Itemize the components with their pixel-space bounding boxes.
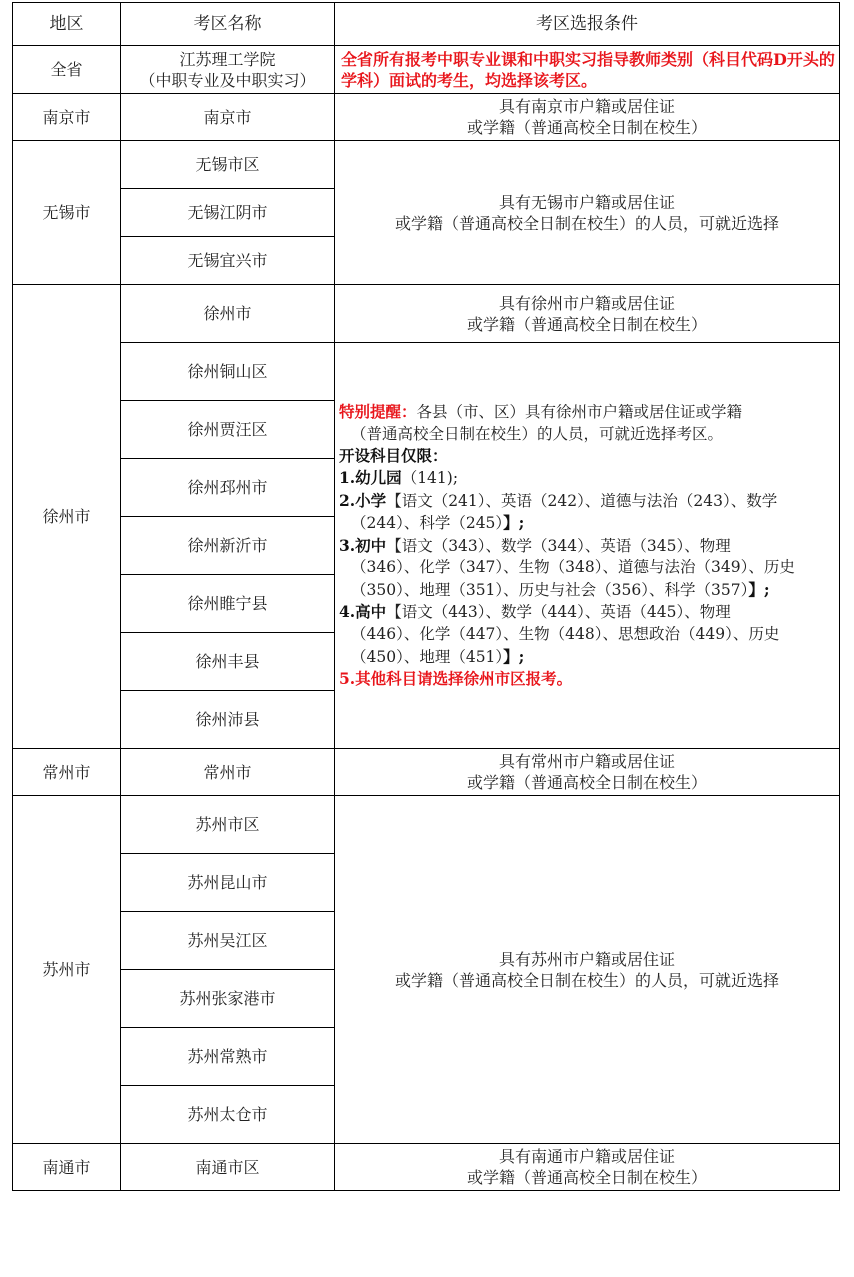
- district-cell: 南通市区: [121, 1144, 335, 1191]
- district-cell: 常州市: [121, 749, 335, 796]
- item-end: 】;: [748, 579, 770, 599]
- subject-item-kindergarten: [339, 467, 833, 490]
- table-row: [13, 749, 840, 796]
- item-end: 】;: [503, 513, 525, 533]
- reminder-label: 特别提醒：: [339, 402, 417, 422]
- subject-item-other: 5.其他科目请选择徐州市区报考。: [339, 669, 573, 689]
- subject-item-junior: [339, 535, 833, 558]
- condition-line: 具有徐州市户籍或居住证: [498, 293, 675, 313]
- item-label: 2.小学: [339, 490, 387, 510]
- item-end: 】;: [503, 646, 525, 666]
- item-label: 4.高中: [339, 602, 387, 622]
- table-row: [13, 46, 840, 94]
- item-text: （350）、地理（351）、历史与社会（356）、科学（357）: [351, 580, 749, 599]
- table-row: [13, 343, 840, 401]
- condition-line: 或学籍（普通高校全日制在校生）: [466, 314, 707, 334]
- condition-cell: [335, 796, 840, 1144]
- district-cell: 徐州丰县: [121, 633, 335, 691]
- region-cell: 无锡市: [13, 141, 121, 285]
- table-row: [13, 285, 840, 343]
- header-district: 考区名称: [121, 3, 335, 46]
- header-region: 地区: [13, 3, 121, 46]
- condition-line: 或学籍（普通高校全日制在校生）: [466, 1168, 707, 1187]
- reminder-text: 各县（市、区）具有徐州市户籍或居住证或学籍: [416, 403, 743, 422]
- district-cell: 苏州昆山市: [121, 854, 335, 912]
- district-cell: 苏州太仓市: [121, 1086, 335, 1144]
- table-header-row: [13, 3, 840, 46]
- district-cell: [121, 46, 335, 94]
- table-row: [13, 796, 840, 854]
- district-cell: 徐州邳州市: [121, 459, 335, 517]
- item-text: （141);: [401, 468, 459, 487]
- special-reminder: [339, 401, 833, 424]
- subject-item-primary-cont: [339, 512, 833, 535]
- subject-item-senior-cont: [339, 646, 833, 669]
- condition-cell: [335, 94, 840, 141]
- item-text: （244）、科学（245）: [351, 514, 504, 533]
- xuzhou-note-cell: [335, 343, 840, 749]
- district-cell: 徐州贾汪区: [121, 401, 335, 459]
- condition-cell: [335, 285, 840, 343]
- district-cell: 徐州沛县: [121, 691, 335, 749]
- region-cell: 南通市: [13, 1144, 121, 1191]
- table-row: [13, 141, 840, 189]
- item-text: 【语文（443）、数学（444）、英语（445）、物理: [386, 603, 731, 622]
- item-label: 3.初中: [339, 535, 387, 555]
- subject-item-primary: [339, 490, 833, 513]
- district-cell: 苏州市区: [121, 796, 335, 854]
- item-label: 1.幼儿园: [339, 467, 402, 487]
- table-row: [13, 94, 840, 141]
- district-name: 江苏理工学院: [179, 49, 276, 69]
- header-conditions: 考区选报条件: [335, 3, 840, 46]
- item-text: （450）、地理（451）: [351, 647, 504, 666]
- condition-cell: [335, 749, 840, 796]
- region-cell: 全省: [13, 46, 121, 94]
- condition-line: 或学籍（普通高校全日制在校生）: [466, 118, 707, 137]
- region-cell: 徐州市: [13, 285, 121, 749]
- subject-item-junior-cont: （346）、化学（347）、生物（348）、道德与法治（349）、历史: [351, 558, 795, 577]
- subject-item-senior-cont: （446）、化学（447）、生物（448）、思想政治（449）、历史: [351, 625, 780, 644]
- condition-line: 或学籍（普通高校全日制在校生）的人员，可就近选择: [394, 213, 779, 233]
- region-cell: 苏州市: [13, 796, 121, 1144]
- condition-line: 具有常州市户籍或居住证: [498, 752, 675, 771]
- district-cell: 徐州市: [121, 285, 335, 343]
- district-cell: 无锡市区: [121, 141, 335, 189]
- table-row: [13, 1144, 840, 1191]
- district-cell: 徐州新沂市: [121, 517, 335, 575]
- district-cell: 徐州睢宁县: [121, 575, 335, 633]
- district-cell: 苏州张家港市: [121, 970, 335, 1028]
- exam-district-table: [12, 2, 840, 1191]
- district-cell: 无锡江阴市: [121, 189, 335, 237]
- condition-cell: [335, 1144, 840, 1191]
- district-cell: 苏州吴江区: [121, 912, 335, 970]
- subject-item-senior: [339, 601, 833, 624]
- condition-cell: 全省所有报考中职专业课和中职实习指导教师类别（科目代码D开头的学科）面试的考生，均选择该考区。: [335, 46, 840, 94]
- reminder-text-cont: （普通高校全日制在校生）的人员，可就近选择考区。: [351, 424, 724, 443]
- condition-line: 或学籍（普通高校全日制在校生）的人员，可就近选择: [394, 970, 779, 990]
- district-subtitle: （中职专业及中职实习）: [139, 70, 316, 90]
- region-cell: 南京市: [13, 94, 121, 141]
- district-cell: 无锡宜兴市: [121, 237, 335, 285]
- condition-line: 具有南京市户籍或居住证: [498, 97, 675, 116]
- district-cell: 徐州铜山区: [121, 343, 335, 401]
- condition-cell: [335, 141, 840, 285]
- region-cell: 常州市: [13, 749, 121, 796]
- subjects-title: 开设科目仅限：: [339, 446, 448, 466]
- district-cell: 南京市: [121, 94, 335, 141]
- subject-item-junior-cont: [339, 579, 833, 602]
- item-text: 【语文（343）、数学（344）、英语（345）、物理: [386, 536, 731, 555]
- item-text: 【语文（241）、英语（242）、道德与法治（243）、数学: [386, 491, 778, 510]
- condition-line: 具有无锡市户籍或居住证: [498, 192, 675, 212]
- district-cell: 苏州常熟市: [121, 1028, 335, 1086]
- condition-line: 具有苏州市户籍或居住证: [498, 949, 675, 969]
- condition-line: 或学籍（普通高校全日制在校生）: [466, 773, 707, 792]
- condition-line: 具有南通市户籍或居住证: [498, 1147, 675, 1166]
